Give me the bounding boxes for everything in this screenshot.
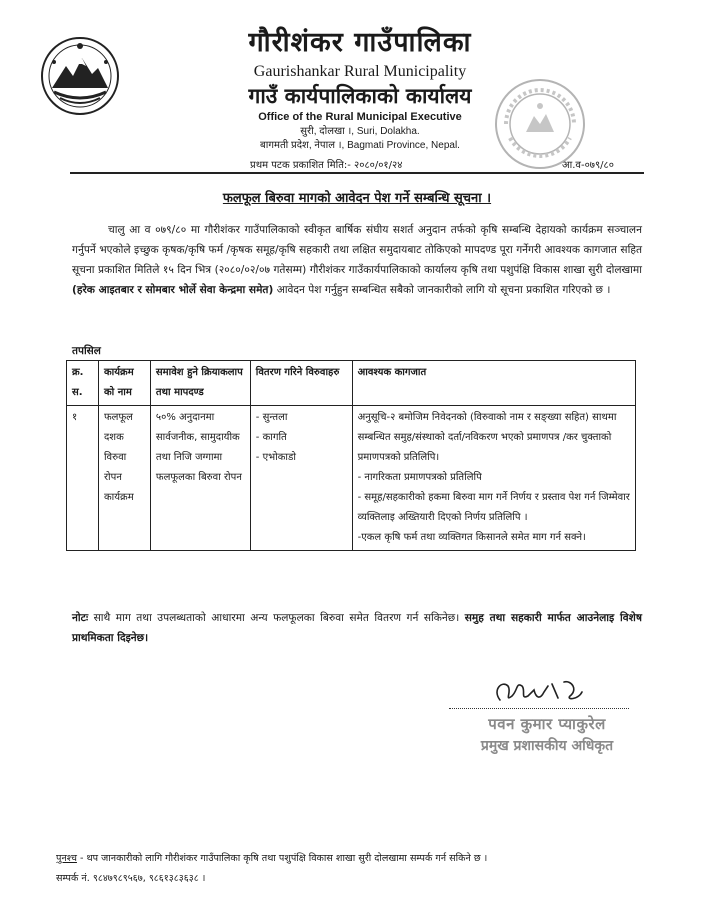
sapling-item: - सुन्तला: [255, 412, 288, 423]
office-name-np: गाउँ कार्यपालिकाको कार्यालय: [248, 83, 472, 108]
cell-serial: १: [67, 406, 99, 551]
notice-body: [72, 220, 642, 300]
details-table: [66, 360, 636, 551]
postscript: [56, 850, 656, 868]
municipality-name-en: Gaurishankar Rural Municipality: [253, 63, 467, 80]
note-bold: समुह तथा सहकारी मार्फत आउनेलाइ विशेष प्राथमिकता दिइनेछ।: [72, 612, 642, 644]
document-item: अनुसूचि-२ बमोजिम निवेदनको (विरुवाको नाम र सङ्ख्या सहित) साथमा सम्बन्धित समुह/संस्थाको दर्ता/नविकरण भएको प्रमाणपत्र /कर चुक्ताको प्रमाणपत्रको प्रतिलिपि।: [357, 412, 617, 463]
address-line-1: सुरी, दोलखा ।, Suri, Dolakha.: [300, 126, 420, 137]
notice-body-end: आवेदन पेश गर्नुहुन सम्बन्धित सबैको जानकारीको लागि यो सूचना प्रकाशित गरिएको छ ।: [276, 284, 611, 296]
contact-numbers: सम्पर्क नं. ९८४७९८९५६७, ९८६१३८३६३८ ।: [56, 873, 206, 884]
table-row: [67, 406, 636, 551]
signatory-name: पवन कुमार प्याकुरेल: [488, 715, 606, 733]
published-date: प्रथम पटक प्रकाशित मिति:- २०८०/०१/२४: [250, 160, 403, 171]
signatory-designation: प्रमुख प्रशासकीय अधिकृत: [480, 738, 614, 754]
municipality-logo: [40, 36, 120, 116]
header-program: कार्यक्रम को नाम: [98, 361, 150, 406]
postscript-label: पुनश्च: [56, 853, 77, 864]
municipality-name-np: गौरीशंकर गाउँपालिका: [248, 27, 472, 58]
cell-documents: [352, 406, 635, 551]
signature-line: [449, 708, 629, 709]
header-documents: आवश्यक कागजात: [352, 361, 635, 406]
header-saplings: वितरण गरिने विरुवाहरु: [250, 361, 352, 406]
notice-body-bold: (हरेक आइतबार र सोमबार भोर्ले सेवा केन्द्रमा समेत): [72, 284, 274, 296]
sapling-item: - कागति: [255, 432, 287, 443]
header-serial: क्र. स.: [67, 361, 99, 406]
header-activity: समावेश हुने क्रियाकलाप तथा मापदण्ड: [150, 361, 250, 406]
note-text: साथै माग तथा उपलब्धताको आधारमा अन्य फलफूलका बिरुवा समेत वितरण गर्न सकिनेछ।: [93, 612, 460, 624]
note: [72, 608, 642, 648]
reference-number: आ.व-०७९/८०: [562, 160, 614, 171]
notice-title: [70, 188, 644, 206]
table-header-row: [67, 361, 636, 406]
cell-activity: ५०% अनुदानमा सार्वजनीक, सामुदायीक तथा निजि जग्गामा फलफूलका बिरुवा रोपन: [150, 406, 250, 551]
postscript-text: - थप जानकारीको लागि गौरीशंकर गाउँपालिका कृषि तथा पशुपंक्षि विकास शाखा सुरी दोलखामा सम्पर्क गर्न सकिने छ ।: [80, 853, 488, 864]
details-label: तपसिल: [72, 345, 101, 357]
notice-body-start: चालु आ व ०७९/८० मा गौरीशंकर गाउँपालिकाको स्वीकृत बार्षिक संघीय सशर्त अनुदान तर्फको कृषि सम्बन्धि देहायको कार्यक्रम सञ्चालन गर्नुपर्ने भएकोले इच्छुक कृषक/कृषि फर्म /कृषक समूह/कृषि सहकारी तथा लक्षित समुदायबाट तोकिएको मापदण्ड पूरा गर्नेगरी आवश्यक कागजात सहित सूचना प्रकाशित मितिले १५ दिन भित्र (२०८०/०२/०७ गतेसम्म) गौरीशंकर गाउँकार्यपालिकाको कार्यालय कृषि तथा पशुपंक्षि विकास शाखा सुरी दोलखामा: [72, 224, 642, 276]
address-line-2: बागमती प्रदेश, नेपाल ।, Bagmati Province, Nepal.: [260, 140, 460, 151]
sapling-item: - एभोकाडो: [255, 452, 296, 463]
handwritten-signature: [482, 672, 622, 712]
document-item: - नागरिकता प्रमाणपत्रको प्रतिलिपि: [357, 472, 482, 483]
cell-saplings: [250, 406, 352, 551]
note-label: नोटः: [72, 612, 89, 624]
office-name-en: Office of the Rural Municipal Executive: [258, 111, 462, 123]
notice-title-text: फलफूल बिरुवा मागको आवेदन पेश गर्ने सम्बन्धि सूचना ।: [222, 191, 492, 206]
cell-program: फलफूल दशक विरुवा रोपन कार्यक्रम: [98, 406, 150, 551]
document-item: - समूह/सहकारीको हकमा बिरुवा माग गर्ने निर्णय र प्रस्ताव पेश गर्न जिम्मेवार व्यक्तिलाइ अख्तियारी दिएको निर्णय प्रतिलिपि ।: [357, 492, 630, 523]
document-item: -एकल कृषि फर्म तथा व्यक्तिगत किसानले समेत माग गर्न सक्ने।: [357, 532, 586, 543]
header-divider: [70, 172, 644, 174]
